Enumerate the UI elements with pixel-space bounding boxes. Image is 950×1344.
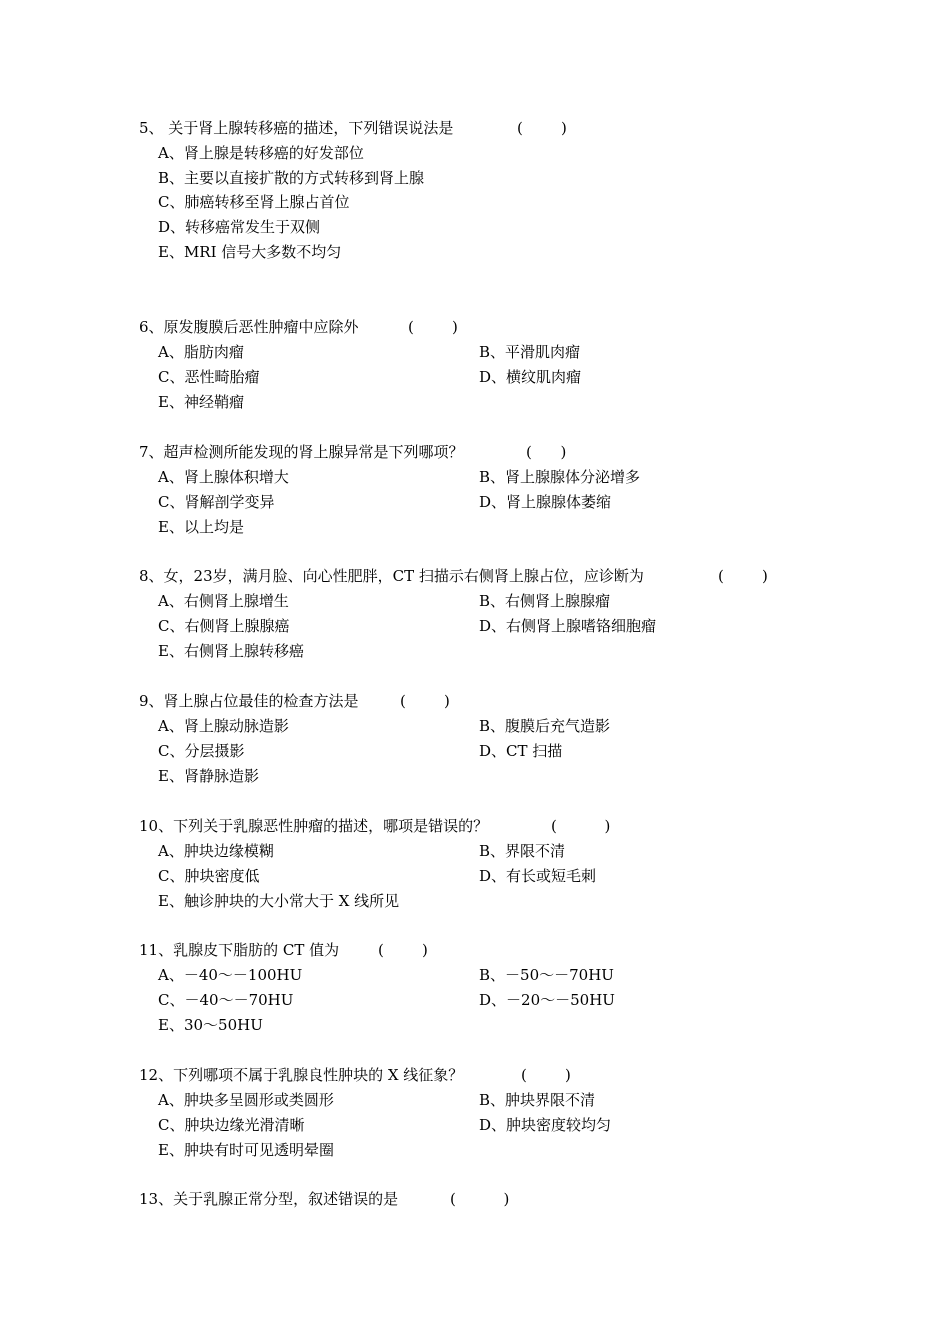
question-10-option-e: E、触诊肿块的大小常大于 X 线所见 [158,892,400,910]
question-7-option-d: D、肾上腺腺体萎缩 [479,493,612,511]
question-5-option-a: A、肾上腺是转移癌的好发部位 [158,144,364,162]
question-5-stem: 5、 关于肾上腺转移癌的描述，下列错误说法是 [139,119,454,137]
question-7-option-b: B、肾上腺腺体分泌增多 [479,468,641,486]
question-10-option-c: C、肿块密度低 [158,867,260,885]
question-13-answer-paren: ( ) [450,1190,510,1208]
question-9-option-c: C、分层摄影 [158,742,245,760]
question-5-option-c: C、肺癌转移至肾上腺占首位 [158,193,350,211]
question-7-option-a: A、肾上腺体积增大 [158,468,289,486]
question-11-stem: 11、乳腺皮下脂肪的 CT 值为 [139,941,340,959]
question-6-option-e: E、神经鞘瘤 [158,393,244,411]
question-6-option-d: D、横纹肌肉瘤 [479,368,582,386]
question-6-stem: 6、原发腹膜后恶性肿瘤中应除外 [139,318,359,336]
question-12-answer-paren: ( ) [521,1066,571,1084]
question-8-option-e: E、右侧肾上腺转移癌 [158,642,304,660]
question-9-option-a: A、肾上腺动脉造影 [158,717,289,735]
question-13-stem: 13、关于乳腺正常分型，叙述错误的是 [139,1190,399,1208]
question-8-option-a: A、右侧肾上腺增生 [158,592,289,610]
question-10-option-d: D、有长或短毛刺 [479,867,597,885]
question-8-option-c: C、右侧肾上腺腺癌 [158,617,290,635]
question-11-option-d: D、－20～－50HU [479,991,615,1009]
question-5-answer-paren: ( ) [517,119,567,137]
question-7-option-e: E、以上均是 [158,518,244,536]
question-10-option-b: B、界限不清 [479,842,566,860]
question-12-option-e: E、肿块有时可见透明晕圈 [158,1141,334,1159]
question-5-option-e: E、MRI 信号大多数不均匀 [158,243,342,261]
question-10-option-a: A、肿块边缘模糊 [158,842,274,860]
question-11-option-e: E、30～50HU [158,1016,263,1034]
question-9-stem: 9、肾上腺占位最佳的检查方法是 [139,692,359,710]
question-12-stem: 12、下列哪项不属于乳腺良性肿块的 X 线征象？ [139,1066,464,1084]
question-5-option-b: B、主要以直接扩散的方式转移到肾上腺 [158,169,425,187]
question-6-option-a: A、脂肪肉瘤 [158,343,244,361]
question-5-option-d: D、转移癌常发生于双侧 [158,218,321,236]
question-10-answer-paren: ( ) [551,817,611,835]
question-11-option-b: B、－50～－70HU [479,966,614,984]
question-10-stem: 10、下列关于乳腺恶性肿瘤的描述，哪项是错误的？ [139,817,489,835]
question-12-option-d: D、肿块密度较均匀 [479,1116,612,1134]
question-9-option-d: D、CT 扫描 [479,742,563,760]
question-8-answer-paren: ( ) [718,567,768,585]
question-7-answer-paren: ( ) [526,443,567,461]
question-6-option-c: C、恶性畸胎瘤 [158,368,260,386]
question-9-option-e: E、肾静脉造影 [158,767,259,785]
question-9-option-b: B、腹膜后充气造影 [479,717,611,735]
question-11-answer-paren: ( ) [378,941,428,959]
question-8-stem: 8、女，23岁，满月脸、向心性肥胖，CT 扫描示右侧肾上腺占位，应诊断为 [139,567,644,585]
question-6-answer-paren: ( ) [408,318,458,336]
question-12-option-c: C、肿块边缘光滑清晰 [158,1116,305,1134]
question-11-option-c: C、－40～－70HU [158,991,294,1009]
question-11-option-a: A、－40～－100HU [158,966,303,984]
question-7-stem: 7、超声检测所能发现的肾上腺异常是下列哪项？ [139,443,464,461]
question-8-option-b: B、右侧肾上腺腺瘤 [479,592,611,610]
question-7-option-c: C、肾解剖学变异 [158,493,275,511]
question-6-option-b: B、平滑肌肉瘤 [479,343,581,361]
question-12-option-b: B、肿块界限不清 [479,1091,596,1109]
question-8-option-d: D、右侧肾上腺嗜铬细胞瘤 [479,617,657,635]
question-12-option-a: A、肿块多呈圆形或类圆形 [158,1091,334,1109]
question-9-answer-paren: ( ) [400,692,450,710]
